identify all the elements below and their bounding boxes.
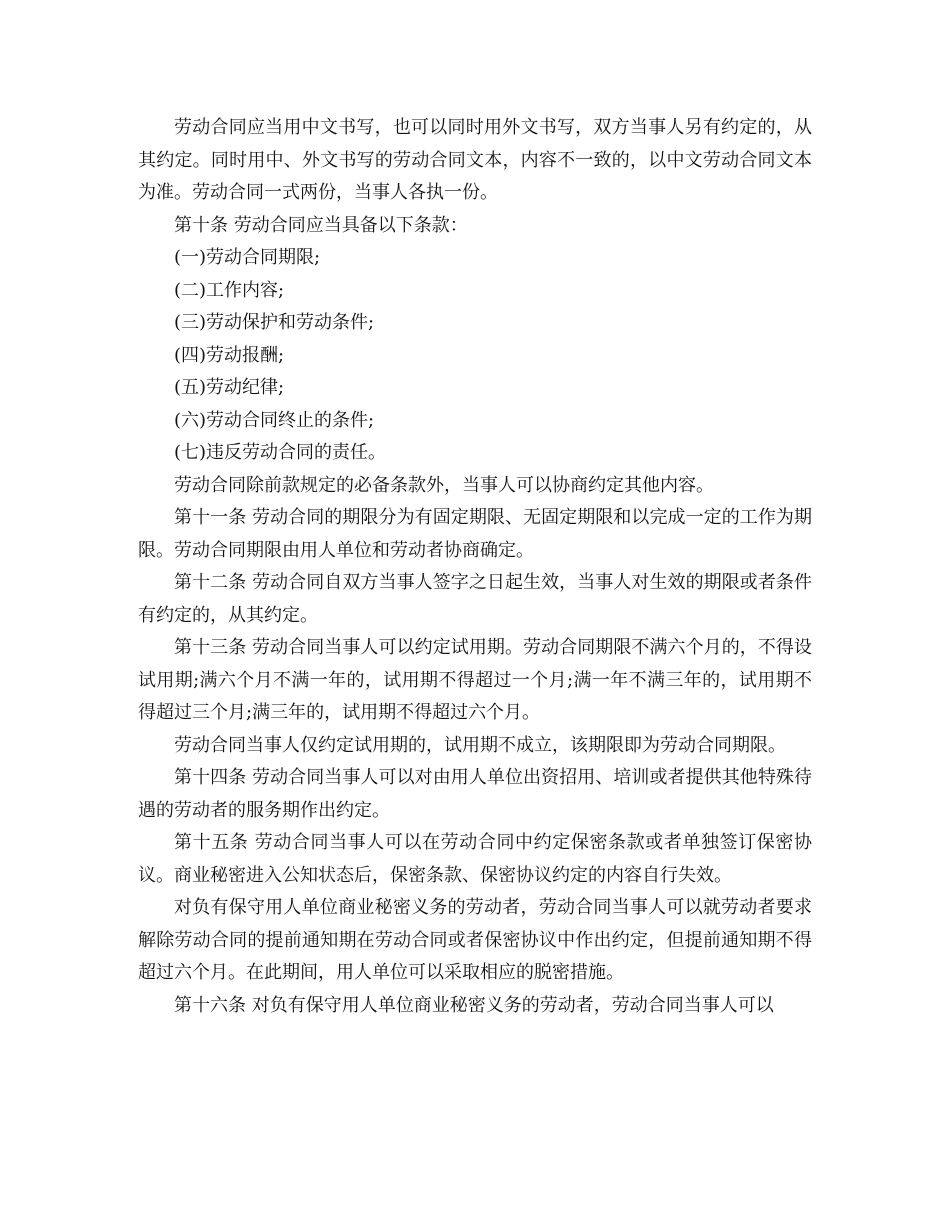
list-item-labor-protection: (三)劳动保护和劳动条件; bbox=[174, 312, 375, 333]
list-item-remuneration: (四)劳动报酬; bbox=[174, 344, 285, 366]
paragraph-article-15: 第十五条 劳动合同当事人可以在劳动合同中约定保密条款或者单独签订保密协议。商业秘密进入公知状态后，保密条款、保密协议约定的内容自行失效。 bbox=[138, 832, 812, 886]
list-item-work-content: (二)工作内容; bbox=[174, 279, 285, 301]
paragraph-article-10: 第十条 劳动合同应当具备以下条款： bbox=[174, 214, 468, 236]
list-item-term: (一)劳动合同期限; bbox=[174, 247, 321, 268]
paragraph-confidentiality-notice: 对负有保守用人单位商业秘密义务的劳动者，劳动合同当事人可以就劳动者要求解除劳动合同的提前通知期在劳动合同或者保密协议中作出约定，但提前通知期不得超过六个月。在此期间，用人单位可以采取相应的脱密措施。 bbox=[138, 897, 812, 983]
paragraph-article-12: 第十二条 劳动合同自双方当事人签字之日起生效，当事人对生效的期限或者条件有约定的，从其约定。 bbox=[138, 572, 812, 626]
paragraph-chinese-language: 劳动合同应当用中文书写，也可以同时用外文书写，双方当事人另有约定的，从其约定。同时用中、外文书写的劳动合同文本，内容不一致的，以中文劳动合同文本为准。劳动合同一式两份，当事人各执一份。 bbox=[138, 117, 812, 203]
list-item-discipline: (五)劳动纪律; bbox=[174, 377, 285, 398]
document-page bbox=[138, 112, 812, 1022]
paragraph-probation-only: 劳动合同当事人仅约定试用期的，试用期不成立，该期限即为劳动合同期限。 bbox=[174, 734, 786, 756]
paragraph-article-16: 第十六条 对负有保守用人单位商业秘密义务的劳动者，劳动合同当事人可以 bbox=[174, 994, 774, 1016]
paragraph-article-13: 第十三条 劳动合同当事人可以约定试用期。劳动合同期限不满六个月的，不得设试用期;满六个月不满一年的，试用期不得超过一个月;满一年不满三年的，试用期不得超过三个月;满三年的，试用期不得超过六个月。 bbox=[138, 637, 812, 723]
paragraph-article-14: 第十四条 劳动合同当事人可以对由用人单位出资招用、培训或者提供其他特殊待遇的劳动者的服务期作出约定。 bbox=[138, 767, 812, 821]
list-item-termination: (六)劳动合同终止的条件; bbox=[174, 409, 375, 431]
paragraph-other-content: 劳动合同除前款规定的必备条款外，当事人可以协商约定其他内容。 bbox=[174, 474, 714, 496]
paragraph-article-11: 第十一条 劳动合同的期限分为有固定期限、无固定期限和以完成一定的工作为期限。劳动合同期限由用人单位和劳动者协商确定。 bbox=[138, 507, 812, 561]
list-item-liability: (七)违反劳动合同的责任。 bbox=[174, 442, 387, 463]
